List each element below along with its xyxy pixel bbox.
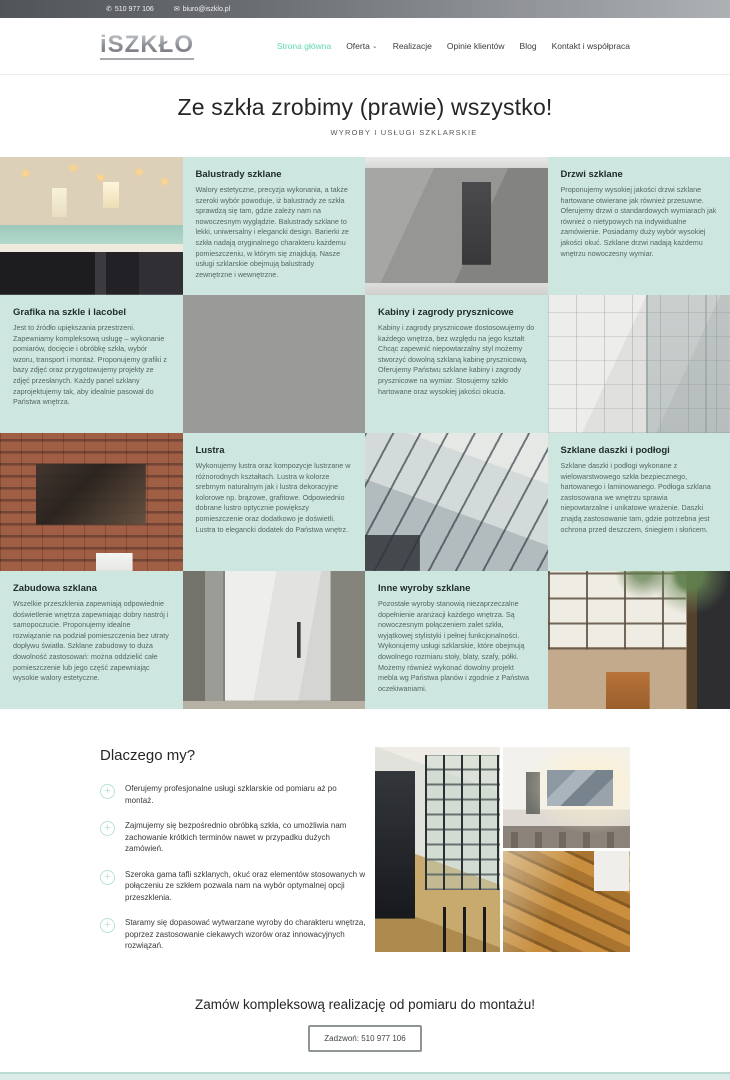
footer-strip — [0, 1072, 730, 1080]
service-card-zabudowa — [0, 571, 183, 709]
service-title: Balustrady szklane — [195, 169, 282, 180]
service-text: Wykonujemy lustra oraz kompozycje lustrzane w różnorodnych kształtach. Lustra w kolorze srebrnym naturalnym jak i lustra dekoracyjne kolorowe np. brązowe, grafitowe. Odpowiednio dobrane lustro optycznie powiększy pomieszczenie oraz dodatkowo je doświetli. Lustra to elegancki dodatek do Państwa wnętrz. — [195, 461, 351, 534]
topbar-phone-number: 510 977 106 — [114, 5, 154, 13]
photo-frosted-partition — [183, 571, 366, 709]
why-us-section — [100, 747, 630, 966]
why-item-text: Staramy się dopasować wytwarzane wyroby do charakteru wnętrza, poprzez zastosowanie ciekawych wzorów oraz innowacyjnych rozwiązań. — [125, 918, 366, 950]
plus-circle-icon: + — [100, 870, 115, 885]
service-text: Proponujemy wysokiej jakości drzwi szklane hartowane otwierane jak również przesuwne. Oferujemy drzwi o standardowych wymiarach jak również o nietypowych na indywidualne zamówienie. Posiadamy duży wybór wysokiej jakości okuć. Szklane drzwi nadają każdemu wnętrzu nowoczesny wymiar. — [560, 185, 717, 258]
photo-wooden-stairs-glass — [503, 851, 630, 952]
why-us-text-column — [100, 747, 367, 966]
photo-kitchen-backsplash — [183, 295, 366, 433]
services-grid — [0, 157, 730, 709]
why-item-2 — [100, 820, 367, 855]
service-text: Pozostałe wyroby stanowią niezaprzeczalne dopełnienie aranżacji każdego wnętrza. Są nowoczesnym połączeniem zalet szkła, wyjątkowej stylistyki i pełnej funkcjonalności. Wykonujemy usługi szklarskie, które obejmują dowolnego rozmiaru stoły, blaty, szafy, półki. Możemy również wykonać dowolny projekt mebla wg Państwa planów i zgodnie z Państwa oczekiwaniami. — [378, 599, 530, 693]
service-card-lustra — [183, 433, 366, 571]
why-us-heading: Dlaczego my? — [100, 747, 196, 764]
why-item-text: Zajmujemy się bezpośrednio obróbką szkła, co umożliwia nam zachowanie krótkich terminów nawet w przypadku dużych zamówień. — [125, 821, 347, 853]
nav-strona-glowna[interactable]: Strona główna — [276, 41, 332, 51]
photo-shower-enclosure — [548, 295, 730, 433]
service-card-inne — [365, 571, 548, 709]
hero — [0, 75, 730, 157]
service-title: Lustra — [195, 445, 225, 456]
cta-heading: Zamów kompleksową realizację od pomiaru do montażu! — [195, 996, 535, 1012]
cta-section — [0, 997, 730, 1052]
service-title: Grafika na szkle i lacobel — [13, 307, 126, 318]
topbar-email-address: biuro@iszklo.pl — [182, 5, 231, 13]
nav-kontakt-i-wspolpraca[interactable]: Kontakt i współpraca — [551, 41, 630, 51]
photo-mirror-brick-wall — [0, 433, 183, 571]
logo[interactable]: iSZKŁO — [100, 30, 194, 58]
why-item-4 — [100, 917, 367, 952]
service-title: Inne wyroby szklane — [378, 583, 471, 594]
service-title: Szklane daszki i podłogi — [560, 445, 670, 456]
why-us-photo-collage — [375, 747, 630, 952]
why-item-1 — [100, 783, 367, 806]
nav-opinie-klientow[interactable]: Opinie klientów — [446, 41, 505, 51]
chevron-down-icon: ⌄ — [371, 42, 378, 50]
photo-loft-glass-wall — [375, 747, 500, 952]
site-header — [0, 18, 730, 75]
service-text: Kabiny i zagrody prysznicowe dostosowujemy do każdego wnętrza, bez względu na jego kształt Chcąc zapewnić niepowtarzalny styl możemy stworzyć dowolną szklaną kabinę prysznicową. Oferujemy Państwu szklane kabiny i zagrody prysznicowe na wymiar. Stosujemy szkło hartowane oraz wysokiej jakości okucia. — [378, 323, 535, 396]
nav-oferta[interactable]: Oferta ⌄ — [346, 41, 378, 51]
photo-printed-glass-ceiling — [548, 571, 730, 709]
plus-circle-icon: + — [100, 918, 115, 933]
service-card-kabiny — [365, 295, 548, 433]
photo-glass-balustrade — [0, 157, 183, 295]
service-title: Kabiny i zagrody prysznicowe — [378, 307, 514, 318]
nav-realizacje[interactable]: Realizacje — [392, 41, 432, 51]
call-button[interactable]: Zadzwoń: 510 977 106 — [308, 1025, 421, 1052]
service-text: Jest to źródło upiększania przestrzeni. Zapewniamy kompleksową usługę – wykonanie pomiarów, docięcie i obróbkę szkła, wybór wzoru, transport i montaż. Proponujemy grafiki z bazy zdjęć oraz przygotowujemy projekty ze zdjęć przesłanych. Każdy panel szklany zaprojektujemy tak, aby idealnie pasował do Państwa wnętrza. — [13, 323, 167, 407]
topbar-email-link[interactable] — [174, 5, 230, 13]
topbar — [0, 0, 730, 18]
photo-backlit-marble-panel — [503, 747, 630, 848]
plus-circle-icon: + — [100, 784, 115, 799]
service-text: Szklane daszki i podłogi wykonane z wielowarstwowego szkła bezpiecznego, hartowanego i laminowanego. Podłoga szklana zastosowana we wnętrzu sprawia niepowtarzalne i unikatowe wrażenie. Daszki znajdą zastosowanie tam, gdzie potrzebna jest ochrona przed deszczem, śniegiem i słońcem. — [560, 461, 711, 534]
why-item-text: Szeroka gama tafli szklanych, okuć oraz elementów stosowanych w połączeniu ze szkłem pozwala nam na wybór optymalnej opcji przeszklenia. — [125, 869, 366, 902]
nav-blog[interactable]: Blog — [519, 41, 537, 51]
page-subtitle: WYROBY I USŁUGI SZKLARSKIE — [330, 128, 478, 137]
photo-glass-door — [365, 157, 548, 295]
email-icon: ✉ — [173, 6, 180, 13]
photo-glass-canopy — [365, 433, 548, 571]
service-card-daszki — [548, 433, 730, 571]
topbar-phone-link[interactable] — [106, 5, 154, 13]
service-card-drzwi — [548, 157, 730, 295]
service-text: Walory estetyczne, precyzja wykonania, a także szeroki wybór powoduje, iż balustrady ze szkła sprawdzą się tam, gdzie zależy nam na nowoczesnym wyglądzie. Balustrady szklane to lekki, uniwersalny i elegancki design. Barierki ze szkła nadają oryginalnego charakteru każdemu pomieszczeniu, w którym się znajdują. Nasze usługi szklarskie obejmują balustrady zewnętrzne i wewnętrzne. — [195, 185, 349, 279]
service-card-balustrady — [183, 157, 366, 295]
service-text: Wszelkie przeszklenia zapewniają odpowiednie doświetlenie wnętrza zapewniając dobry nastrój i samopoczucie. Proponujemy idealne rozwiązanie na podział pomieszczenia bez utraty dopływu światła. Szklane zabudowy to duża dowolność zastosowań: można oddzielić całe pomieszczenie lub jego część zapewniając wysokie walory estetyczne. — [13, 599, 169, 683]
plus-circle-icon: + — [100, 821, 115, 836]
why-item-3 — [100, 869, 367, 904]
service-title: Drzwi szklane — [560, 169, 623, 180]
why-item-text: Oferujemy profesjonalne usługi szklarskie od pomiaru aż po montaż. — [125, 784, 337, 805]
page-title: Ze szkła zrobimy (prawie) wszystko! — [177, 94, 553, 120]
service-card-grafika — [0, 295, 183, 433]
main-nav — [277, 41, 630, 51]
service-title: Zabudowa szklana — [13, 583, 97, 594]
phone-icon: ✆ — [106, 6, 112, 13]
